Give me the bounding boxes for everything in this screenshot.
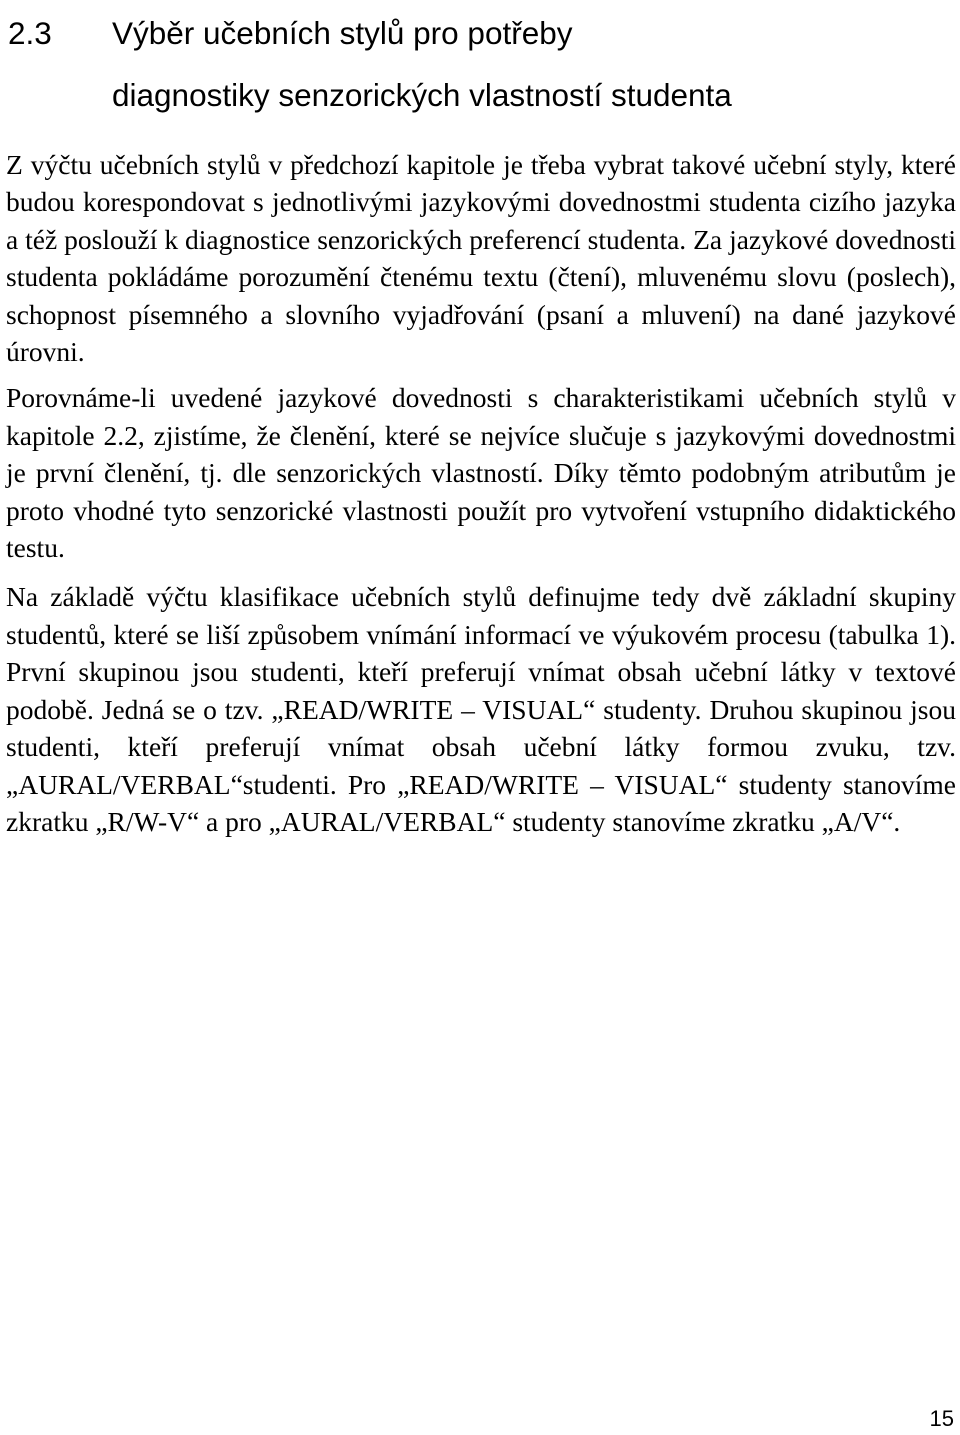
section-number: 2.3: [8, 15, 52, 51]
page-number: 15: [929, 1406, 954, 1431]
paragraph-1: Z výčtu učebních stylů v předchozí kapitole je třeba vybrat takové učební styly, které budou korespondovat s jednotlivými jazykovými dovednostmi studenta cizího jazyka a též poslouží k diagnostice senzorických preferencí studenta. Za jazykové dovednosti studenta pokládáme porozumění čtenému textu (čtení), mluvenému slovu (poslech), schopnost písemného a slovního vyjadřování (psaní a mluvení) na dané jazykové úrovni.: [6, 149, 956, 368]
body-text: [6, 146, 956, 856]
section-title-line-1: Výběr učebních stylů pro potřeby: [112, 15, 573, 51]
section-title-line-2: diagnostiky senzorických vlastností studenta: [112, 77, 732, 113]
section-heading: [8, 2, 953, 126]
paragraph-2: Porovnáme-li uvedené jazykové dovednosti s charakteristikami učebních stylů v kapitole 2.2, zjistíme, že členění, které se nejvíce slučuje s jazykovými dovednostmi je první členění, tj. dle senzorických vlastností. Díky těmto podobným atributům je proto vhodné tyto senzorické vlastnosti použít pro vytvoření vstupního didaktického testu.: [6, 382, 956, 564]
paragraph-3: Na základě výčtu klasifikace učebních stylů definujme tedy dvě základní skupiny studentů, které se liší způsobem vnímání informací ve výukovém procesu (tabulka 1). První skupinou jsou studenti, kteří preferují vnímat obsah učební látky v textové podobě. Jedná se o tzv. „READ/WRITE – VISUAL“ studenty. Druhou skupinou jsou studenti, kteří preferují vnímat obsah učební látky formou zvuku, tzv. „AURAL/VERBAL“studenti. Pro „READ/WRITE – VISUAL“ studenty stanovíme zkratku „R/W-V“ a pro „AURAL/VERBAL“ studenty stanovíme zkratku „A/V“.: [6, 581, 956, 837]
